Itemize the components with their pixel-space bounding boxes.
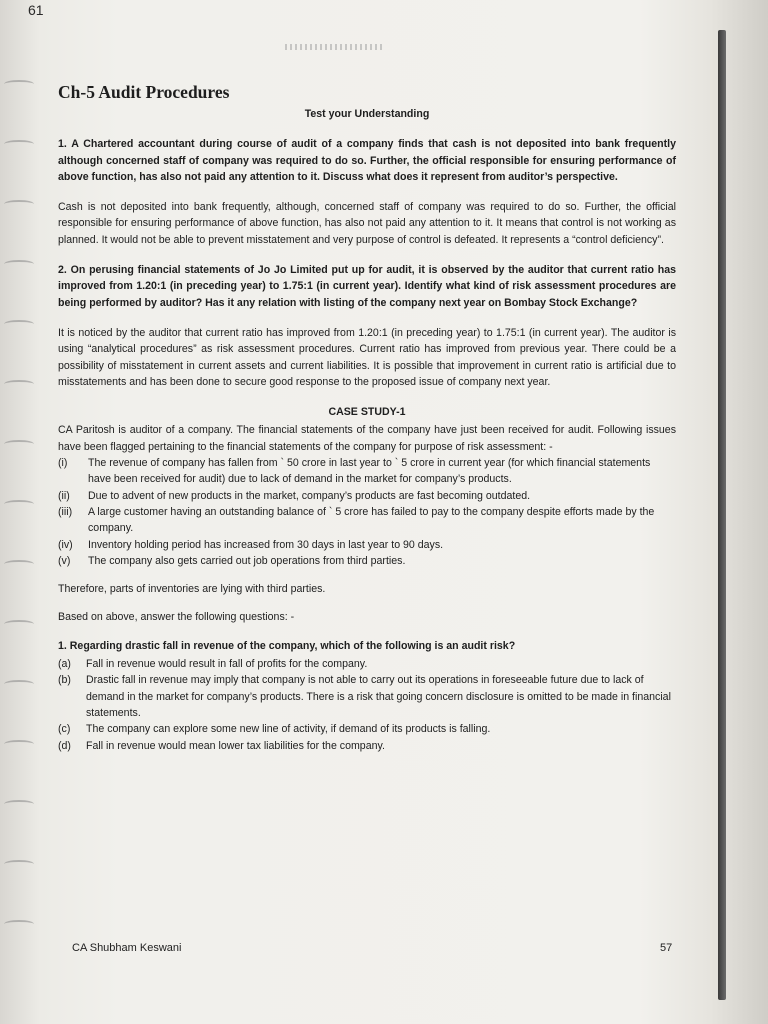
question-2: 2. On perusing financial statements of Jo Jo Limited put up for audit, it is observed by the auditor that current ratio has improved from 1.20:1 (in preceding year) to 1.75:1 (in current year). Identify what kind of risk assessment procedures are being performed by auditor? Has it any relation with listing of the company next year on Bombay Stock Exchange? xyxy=(58,264,676,309)
list-item: (iv) Inventory holding period has increased from 30 days in last year to 90 days. xyxy=(58,538,444,551)
case-intro: CA Paritosh is auditor of a company. The financial statements of the company have just been received for audit. Following issues have been flagged pertaining to the financial statements of the company for purpose of risk assessment: - xyxy=(58,424,676,453)
footer-author: CA Shubham Keswani xyxy=(72,942,182,954)
binding-spine xyxy=(0,0,40,1024)
issues-list xyxy=(58,455,676,569)
list-item: (c) The company can explore some new line of activity, if demand of its products is falling. xyxy=(58,723,491,736)
mcq-question-1: 1. Regarding drastic fall in revenue of the company, which of the following is an audit risk? xyxy=(58,639,516,652)
list-item: (iii) A large customer having an outstanding balance of ` 5 crore has failed to pay to the company despite efforts made by the company. xyxy=(58,505,655,535)
section-subtitle: Test your Understanding xyxy=(304,108,430,120)
case-study-title: CASE STUDY-1 xyxy=(328,406,406,419)
corner-number: 61 xyxy=(28,2,44,18)
ink-smudge xyxy=(285,44,385,50)
list-item: (a) Fall in revenue would result in fall of profits for the company. xyxy=(58,658,368,671)
question-1: 1. A Chartered accountant during course of audit of a company finds that cash is not deposited into bank frequently although concerned staff of company was required to do so. Further, the official responsible for ensuring performance of above function, has also not paid any attention to it. Discuss what does it represent from auditor’s perspective. xyxy=(58,138,676,183)
right-page-edge xyxy=(718,30,726,1000)
page-content xyxy=(58,82,676,754)
page-number: 57 xyxy=(660,942,673,954)
list-item: (v) The company also gets carried out job operations from third parties. xyxy=(58,554,406,567)
answer-1: Cash is not deposited into bank frequently, although, concerned staff of company was required to do so. Further, the official responsible for ensuring performance of above function, has also not paid any attention to it. It means that control is not working as planned. It would not be able to prevent misstatement and very purpose of control is defeated. It represents a “control deficiency”. xyxy=(58,201,676,246)
therefore-text: Therefore, parts of inventories are lying with third parties. xyxy=(58,583,326,596)
list-item: (d) Fall in revenue would mean lower tax liabilities for the company. xyxy=(58,739,385,752)
list-item: (ii) Due to advent of new products in the market, company’s products are fast becoming outdated. xyxy=(58,489,531,502)
list-item: (b) Drastic fall in revenue may imply that company is not able to carry out its operations in foreseeable future due to lack of demand in the market for company’s products. There is a risk that going concern disclosure is omitted to be made in financial statements. xyxy=(58,674,671,719)
list-item: (i) The revenue of company has fallen from ` 50 crore in last year to ` 5 crore in current year (for which financial statements have been received for audit) due to lack of demand in the market for company’s products. xyxy=(58,457,651,486)
based-text: Based on above, answer the following questions: - xyxy=(58,611,295,624)
mcq-options xyxy=(58,656,676,754)
answer-2: It is noticed by the auditor that current ratio has improved from 1.20:1 (in preceding year) to 1.75:1 (in current year). The auditor is using “analytical procedures” as risk assessment procedures. Current ratio has improved from previous year. There could be a possibility of misstatement in current assets and current liabilities. It is possible that improvement in current ratio is artificial due to misstatements and has been done to secure good response to the proposed issue of company next year. xyxy=(58,326,676,388)
chapter-title: Ch-5 Audit Procedures xyxy=(58,82,230,102)
